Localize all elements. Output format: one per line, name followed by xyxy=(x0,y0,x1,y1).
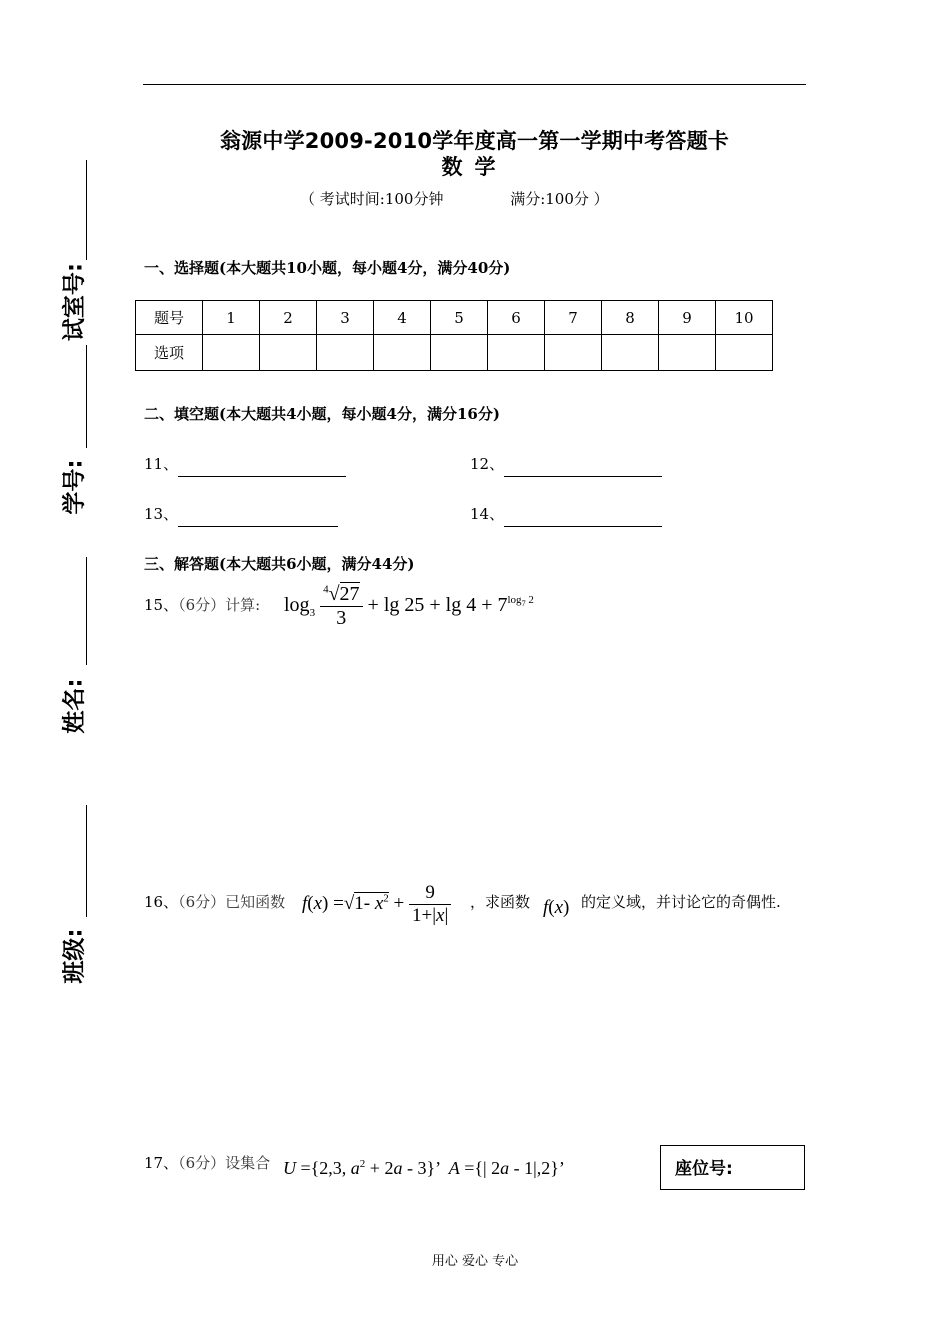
seat-number-label: 座位号: xyxy=(675,1159,733,1179)
question-number: 2 xyxy=(260,301,317,335)
table-header-cell: 题号 xyxy=(136,301,203,335)
blank-number: 13、 xyxy=(144,505,179,523)
top-rule xyxy=(143,84,806,85)
student-id-label: 学号: xyxy=(61,459,88,515)
question-number: 3 xyxy=(317,301,374,335)
seat-number-box[interactable] xyxy=(660,1145,805,1190)
name-label: 姓名: xyxy=(61,678,88,734)
question-text: 设集合 xyxy=(225,1154,271,1172)
fraction: $\frac{9}{1+|x|}$ xyxy=(409,882,451,927)
question-number: 8 xyxy=(602,301,659,335)
question-16-text: ，求函数 xyxy=(470,893,531,911)
answer-cell[interactable] xyxy=(203,335,260,371)
section1-heading: 一、选择题(本大题共10小题，每小题4分，满分40分) xyxy=(144,259,511,277)
answer-cell[interactable] xyxy=(545,335,602,371)
question-16 xyxy=(144,891,285,912)
blank-number: 11、 xyxy=(144,455,179,473)
question-15 xyxy=(144,594,260,615)
answer-line[interactable] xyxy=(504,508,662,527)
table-header-cell: 选项 xyxy=(136,335,203,371)
answer-table xyxy=(135,300,773,371)
exam-info: （ 考试时间:100分钟 满分:100分 ） xyxy=(300,190,609,208)
answer-line[interactable] xyxy=(178,458,346,477)
question-text: 已知函数 xyxy=(225,893,286,911)
formula-16-fx: f(x) xyxy=(543,897,570,918)
fill-blank-12[interactable] xyxy=(470,453,662,477)
answer-cell[interactable] xyxy=(716,335,773,371)
question-score: （6分） xyxy=(178,893,226,911)
answer-cell[interactable] xyxy=(488,335,545,371)
question-text: 计算: xyxy=(225,596,261,614)
room-number-label: 试室号: xyxy=(61,262,88,342)
question-number: 16、 xyxy=(144,893,179,911)
question-number: 15、 xyxy=(144,596,179,614)
fill-blank-13[interactable] xyxy=(144,503,338,527)
question-number: 4 xyxy=(374,301,431,335)
question-number: 6 xyxy=(488,301,545,335)
formula-15: $\log_3$ $\frac{^4√27}{3}$ + $\lg 25 + \lg 4 + 7^{log_7 2}$ xyxy=(284,583,534,629)
question-16-tail: 的定义域，并讨论它的奇偶性. xyxy=(581,893,781,911)
question-score: （6分） xyxy=(178,1154,226,1172)
answer-line[interactable] xyxy=(504,458,662,477)
fraction: $\frac{^4√27}{3}$ xyxy=(320,583,362,630)
formula-16: f(x) =√1- $x^2$ + $\frac{9}{1+|x|}$ xyxy=(302,882,451,927)
binding-line xyxy=(86,557,87,665)
binding-line xyxy=(86,805,87,917)
question-score: （6分） xyxy=(178,596,226,614)
question-number: 10 xyxy=(716,301,773,335)
formula-17: U ={2,3, $a^2 + 2a - 3$}’ A ={| 2a - 1|,2}’ xyxy=(283,1158,565,1178)
binding-line xyxy=(86,160,87,260)
fill-blank-11[interactable] xyxy=(144,453,346,477)
blank-number: 14、 xyxy=(470,505,505,523)
section3-heading: 三、解答题(本大题共6小题，满分44分) xyxy=(144,555,415,573)
question-number: 7 xyxy=(545,301,602,335)
answer-cell[interactable] xyxy=(659,335,716,371)
question-17 xyxy=(144,1152,270,1173)
class-label: 班级: xyxy=(61,928,88,984)
answer-cell[interactable] xyxy=(260,335,317,371)
answer-cell[interactable] xyxy=(317,335,374,371)
answer-cell[interactable] xyxy=(602,335,659,371)
question-number: 9 xyxy=(659,301,716,335)
question-number: 17、 xyxy=(144,1154,179,1172)
blank-number: 12、 xyxy=(470,455,505,473)
question-number: 5 xyxy=(431,301,488,335)
answer-cell[interactable] xyxy=(431,335,488,371)
section2-heading: 二、填空题(本大题共4小题，每小题4分，满分16分) xyxy=(144,405,500,423)
answer-line[interactable] xyxy=(178,508,338,527)
footer: 用心 爱心 专心 xyxy=(431,1254,519,1269)
question-number: 1 xyxy=(203,301,260,335)
subject-title: 数学 xyxy=(441,155,508,179)
fill-blank-14[interactable] xyxy=(470,503,662,527)
answer-cell[interactable] xyxy=(374,335,431,371)
exam-title: 翁源中学2009-2010学年度高一第一学期中考答题卡 xyxy=(219,129,729,153)
binding-line xyxy=(86,345,87,448)
